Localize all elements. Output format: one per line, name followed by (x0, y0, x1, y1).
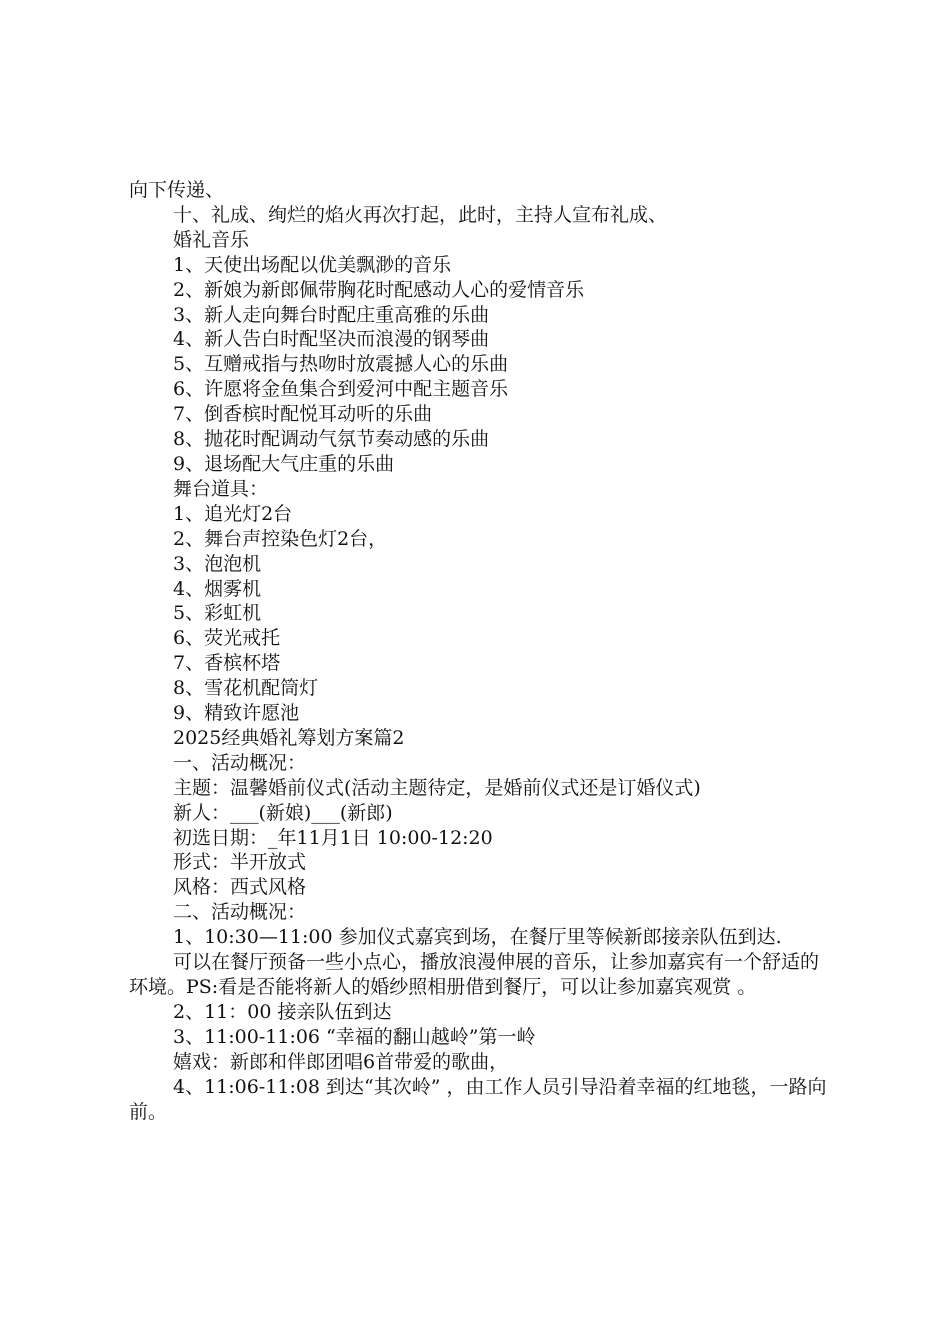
text-line: 新人：___(新娘)___(新郎) (173, 801, 393, 824)
list-item: 4、烟雾机 (173, 577, 262, 600)
list-item: 1、天使出场配以优美飘渺的音乐 (173, 253, 452, 276)
section-heading: 婚礼音乐 (173, 228, 250, 251)
text-line: 初选日期：_年11月1日 10:00-12:20 (173, 826, 493, 849)
text-line: 向下传递、 (129, 179, 225, 201)
list-item: 2、舞台声控染色灯2台， (173, 527, 388, 550)
list-item: 3、新人走向舞台时配庄重高雅的乐曲 (173, 303, 490, 326)
list-item: 8、抛花时配调动气氛节奏动感的乐曲 (173, 428, 490, 451)
section-heading: 舞台道具： (173, 477, 269, 500)
list-item: 9、精致许愿池 (173, 702, 300, 725)
list-item: 9、退场配大气庄重的乐曲 (173, 452, 395, 475)
paragraph: 可以在餐厅预备一些小点心，播放浪漫伸展的音乐，让参加嘉宾有一个舒适的环境。PS:看是否能将新人的婚纱照相册借到餐厅，可以让参加嘉宾观赏 。 (129, 951, 820, 998)
list-item: 4、新人告白时配坚决而浪漫的钢琴曲 (173, 328, 490, 351)
section-title: 2025经典婚礼筹划方案篇2 (173, 726, 405, 749)
text-line: 主题：温馨婚前仪式(活动主题待定，是婚前仪式还是订婚仪式) (173, 776, 701, 799)
text-line: 嬉戏：新郎和伴郎团唱6首带爱的歌曲， (173, 1050, 509, 1073)
list-item: 6、许愿将金鱼集合到爱河中配主题音乐 (173, 378, 509, 401)
section-heading: 二、活动概况： (173, 901, 307, 924)
list-item: 7、倒香槟时配悦耳动听的乐曲 (173, 403, 433, 426)
list-item: 3、11:00-11:06 “幸福的翻山越岭”第一岭 (173, 1025, 536, 1048)
text-line: 形式：半开放式 (173, 851, 307, 874)
section-heading: 一、活动概况： (173, 751, 307, 774)
list-item: 5、彩虹机 (173, 602, 262, 625)
list-item: 5、互赠戒指与热吻时放震撼人心的乐曲 (173, 353, 509, 376)
list-item: 2、新娘为新郎佩带胸花时配感动人心的爱情音乐 (173, 278, 585, 301)
list-item: 8、雪花机配筒灯 (173, 677, 319, 700)
paragraph: 1、10:30—11:00 参加仪式嘉宾到场，在餐厅里等候新郎接亲队伍到达. (173, 926, 782, 949)
text-line: 风格：西式风格 (173, 876, 307, 899)
list-item: 7、香槟杯塔 (173, 652, 281, 675)
list-item: 6、荧光戒托 (173, 627, 281, 650)
list-item: 1、追光灯2台 (173, 502, 293, 525)
list-item: 3、泡泡机 (173, 552, 262, 575)
text-line: 十、礼成、绚烂的焰火再次打起，此时，主持人宣布礼成、 (173, 203, 668, 226)
paragraph: 4、11:06-11:08 到达“其次岭” ，由工作人员引导沿着幸福的红地毯，一路向前。 (129, 1075, 827, 1123)
list-item: 2、11：00 接亲队伍到达 (173, 1000, 392, 1023)
document-body (129, 178, 834, 1124)
